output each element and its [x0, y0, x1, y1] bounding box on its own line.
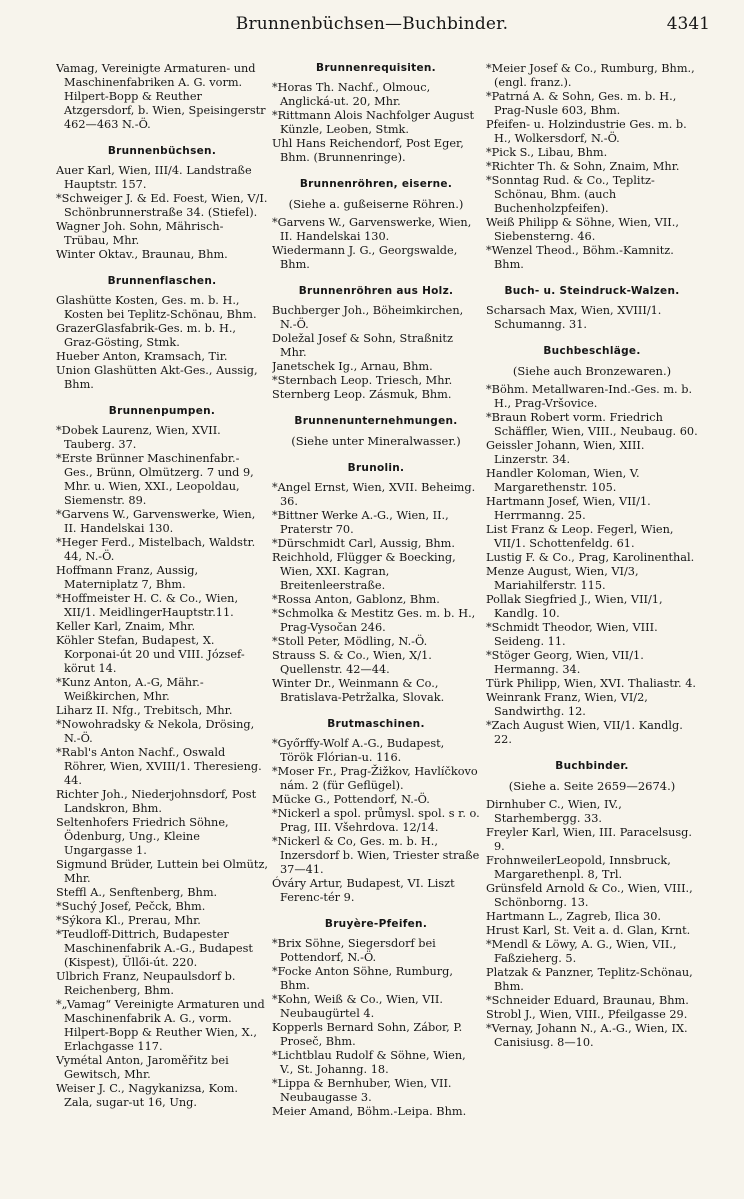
directory-entry: *Schmidt Theodor, Wien, VIII. Seideng. 11. [486, 621, 658, 648]
directory-entry: Winter Oktav., Braunau, Bhm. [56, 248, 228, 261]
directory-entry: *Kunz Anton, A.-G, Mähr.-Weißkirchen, Mhr. [56, 676, 204, 703]
directory-entry: *Rittmann Alois Nachfolger August Künzle, Leoben, Stmk. [272, 109, 475, 136]
directory-entry: Weiser J. C., Nagykanizsa, Kom. Zala, sugar-ut 16, Ung. [56, 1082, 238, 1109]
directory-entry: Auer Karl, Wien, III/4. Landstraße Hauptstr. 157. [56, 164, 252, 191]
directory-section [486, 62, 698, 272]
directory-entry: Kopperls Bernard Sohn, Zábor, P. Proseč, Bhm. [272, 1021, 463, 1048]
directory-entry: *Schweiger J. & Ed. Foest, Wien, V/I. Schönbrunnerstraße 34. (Stiefel). [56, 192, 268, 219]
directory-entry: Weiß Philipp & Söhne, Wien, VII., Siebensterng. 46. [486, 216, 679, 243]
directory-entry: *Brix Söhne, Siegersdorf bei Pottendorf, N.-Ö. [272, 937, 436, 964]
directory-entry: *Zach August Wien, VII/1. Kandlg. 22. [486, 719, 683, 746]
directory-entry: Türk Philipp, Wien, XVI. Thaliastr. 4. [486, 677, 696, 690]
directory-entry: *Vernay, Johann N., A.-G., Wien, IX. Canisiusg. 8—10. [486, 1022, 688, 1049]
section-heading: Brunnenrequisiten. [316, 62, 436, 74]
directory-entry: Strauss S. & Co., Wien, X/1. Quellenstr. 42—44. [272, 649, 432, 676]
directory-entry: *Győrffy-Wolf A.-G., Budapest, Török Flórian-u. 116. [272, 737, 445, 764]
directory-entry: *Wenzel Theod., Böhm.-Kamnitz. Bhm. [486, 244, 674, 271]
directory-entry: *Angel Ernst, Wien, XVII. Beheimg. 36. [272, 481, 476, 508]
section-heading: Buchbeschläge. [543, 345, 641, 357]
directory-entry: Uhl Hans Reichendorf, Post Eger, Bhm. (Brunnenringe). [272, 137, 464, 164]
directory-entry: Doležal Josef & Sohn, Straßnitz Mhr. [272, 332, 453, 359]
directory-entry: Hueber Anton, Kramsach, Tir. [56, 350, 228, 363]
directory-entry: *Nickerl a spol. průmysl. spol. s r. o. Prag, III. Všehrdova. 12/14. [272, 807, 480, 834]
section-heading: Brunnenflaschen. [107, 275, 217, 287]
directory-entry: *Lichtblau Rudolf & Söhne, Wien, V., St. Johanng. 18. [272, 1049, 466, 1076]
directory-entry: FrohnweilerLeopold, Innsbruck, Margarethenpl. 8, Trl. [486, 854, 671, 881]
directory-entry: Köhler Stefan, Budapest, X. Korponai-út 20 und VIII. József-körut 14. [56, 634, 245, 675]
directory-entry: *Stoll Peter, Mödling, N.-Ö. [272, 635, 428, 648]
directory-entry: Vymétal Anton, Jaroměřitz bei Gewitsch, Mhr. [56, 1054, 229, 1081]
directory-entry: Óváry Artur, Budapest, VI. Liszt Ferenc-tér 9. [272, 877, 455, 904]
directory-entry: *Dürschmidt Carl, Aussig, Bhm. [272, 537, 455, 550]
section-heading: Brunnenröhren, eiserne. [299, 178, 453, 190]
column-2 [272, 62, 480, 1192]
directory-entry: Glashütte Kosten, Ges. m. b. H., Kosten bei Teplitz-Schönau, Bhm. [56, 294, 257, 321]
section-heading: Brutmaschinen. [327, 718, 425, 730]
directory-entry: *Rabl's Anton Nachf., Oswald Röhrer, Wien, XVIII/1. Theresieng. 44. [56, 746, 262, 787]
directory-entry: Liharz II. Nfg., Trebitsch, Mhr. [56, 704, 233, 717]
directory-entry: *Meier Josef & Co., Rumburg, Bhm., (engl. franz.). [486, 62, 695, 89]
directory-entry: Hartmann L., Zagreb, Ilica 30. [486, 910, 662, 923]
directory-entry: *Suchý Josef, Pečck, Bhm. [56, 900, 206, 913]
directory-entry: *Pick S., Libau, Bhm. [486, 146, 608, 159]
section-heading: Brunnenpumpen. [108, 405, 216, 417]
section-heading: Buch- u. Steindruck-Walzen. [504, 285, 680, 297]
directory-entry: List Franz & Leop. Fegerl, Wien, VII/1. Schottenfeldg. 61. [486, 523, 674, 550]
directory-entry: Menze August, Wien, VI/3, Mariahilferstr. 115. [486, 565, 639, 592]
directory-entry: Winter Dr., Weinmann & Co., Bratislava-Petržalka, Slovak. [272, 677, 445, 704]
directory-entry: Meier Amand, Böhm.-Leipa. Bhm. [272, 1105, 467, 1118]
directory-entry: Handler Koloman, Wien, V. Margarethenstr. 105. [486, 467, 640, 494]
section-heading: Brunnenunternehmungen. [294, 415, 458, 427]
directory-entry: *Erste Brünner Maschinenfabr.-Ges., Brünn, Olmützerg. 7 und 9, Mhr. u. Wien, XXI., Leopoldau, Siemenstr. 89. [56, 452, 254, 507]
page-title: Brunnenbüchsen—Buchbinder. [235, 14, 509, 34]
directory-entry: *Sýkora Kl., Prerau, Mhr. [56, 914, 201, 927]
directory-entry: *Focke Anton Söhne, Rumburg, Bhm. [272, 965, 453, 992]
directory-entry: *Garvens W., Garvenswerke, Wien, II. Handelskai 130. [272, 216, 472, 243]
section-note: (Siehe a. Seite 2659—2674.) [508, 779, 676, 793]
section-heading: Brunolin. [347, 462, 405, 474]
directory-entry: *Garvens W., Garvenswerke, Wien, II. Handelskai 130. [56, 508, 256, 535]
page-header [0, 14, 744, 44]
directory-entry: Reichhold, Flügger & Boecking, Wien, XXI. Kagran, Breitenleerstraße. [272, 551, 456, 592]
directory-entry: *Kohn, Weiß & Co., Wien, VII. Neubaugürtel 4. [272, 993, 443, 1020]
section-note: (Siehe a. gußeiserne Röhren.) [288, 197, 464, 211]
directory-entry: Steffl A., Senftenberg, Bhm. [56, 886, 218, 899]
directory-entry: Ulbrich Franz, Neupaulsdorf b. Reichenberg, Bhm. [56, 970, 236, 997]
directory-entry: *Rossa Anton, Gablonz, Bhm. [272, 593, 440, 606]
directory-entry: *Heger Ferd., Mistelbach, Waldstr. 44, N.-Ö. [56, 536, 256, 563]
directory-entry: Sternberg Leop. Zásmuk, Bhm. [272, 388, 452, 401]
directory-entry: Scharsach Max, Wien, XVIII/1. Schumanng. 31. [486, 304, 662, 331]
directory-entry: Mücke G., Pottendorf, N.-Ö. [272, 793, 430, 806]
directory-entry: *Braun Robert vorm. Friedrich Schäffler, Wien, VIII., Neubaug. 60. [486, 411, 698, 438]
column-3 [486, 62, 698, 1192]
directory-entry: *Nowohradsky & Nekola, Drösing, N.-Ö. [56, 718, 255, 745]
directory-entry: *Horas Th. Nachf., Olmouc, Anglická-ut. 20, Mhr. [272, 81, 431, 108]
directory-entry: *Dobek Laurenz, Wien, XVII. Tauberg. 37. [56, 424, 221, 451]
directory-entry: Dirnhuber C., Wien, IV., Starhembergg. 33. [486, 798, 622, 825]
directory-section [56, 275, 268, 392]
section-heading: Brunnenbüchsen. [107, 145, 217, 157]
directory-entry: *Bittner Werke A.-G., Wien, II., Praterstr 70. [272, 509, 449, 536]
directory-entry: Sigmund Brüder, Luttein bei Olmütz, Mhr. [56, 858, 268, 885]
section-heading: Bruyère-Pfeifen. [324, 918, 428, 930]
directory-entry: Strobl J., Wien, VIII., Pfeilgasse 29. [486, 1008, 688, 1021]
section-heading: Buchbinder. [555, 760, 629, 772]
directory-entry: *Richter Th. & Sohn, Znaim, Mhr. [486, 160, 680, 173]
directory-entry: Geissler Johann, Wien, XIII. Linzerstr. 34. [486, 439, 645, 466]
directory-entry: Seltenhofers Friedrich Söhne, Ödenburg, Ung., Kleine Ungargasse 1. [56, 816, 229, 857]
directory-section [272, 62, 480, 165]
directory-entry: Grünsfeld Arnold & Co., Wien, VIII., Schönborng. 13. [486, 882, 693, 909]
section-note: (Siehe unter Mineralwasser.) [291, 434, 461, 448]
directory-section [272, 918, 480, 1119]
directory-entry: *Patrná A. & Sohn, Ges. m. b. H., Prag-Nusle 603, Bhm. [486, 90, 677, 117]
directory-entry: Weinrank Franz, Wien, VI/2, Sandwirthg. 12. [486, 691, 648, 718]
directory-section [272, 462, 480, 705]
directory-entry: Wagner Joh. Sohn, Mährisch-Trübau, Mhr. [56, 220, 224, 247]
directory-entry: Union Glashütten Akt-Ges., Aussig, Bhm. [56, 364, 258, 391]
directory-columns [0, 62, 744, 1192]
directory-entry: Platzak & Panzner, Teplitz-Schönau, Bhm. [486, 966, 693, 993]
directory-entry: *Nickerl & Co, Ges. m. b. H., Inzersdorf b. Wien, Triester straße 37—41. [272, 835, 480, 876]
directory-entry: Janetschek Ig., Arnau, Bhm. [272, 360, 433, 373]
directory-entry: Keller Karl, Znaim, Mhr. [56, 620, 196, 633]
directory-entry: Hartmann Josef, Wien, VII/1. Herrmanng. 25. [486, 495, 651, 522]
directory-section [56, 145, 268, 262]
directory-entry: *Moser Fr., Prag-Žižkov, Havlíčkovo nám. 2 (für Geflügel). [272, 765, 478, 792]
directory-section [486, 760, 698, 1050]
directory-entry: GrazerGlasfabrik-Ges. m. b. H., Graz-Gösting, Stmk. [56, 322, 237, 349]
directory-entry: Hoffmann Franz, Aussig, Materniplatz 7, Bhm. [56, 564, 199, 591]
directory-entry: Freyler Karl, Wien, III. Paracelsusg. 9. [486, 826, 692, 853]
directory-entry: *Böhm. Metallwaren-Ind.-Ges. m. b. H., Prag-Vršovice. [486, 383, 693, 410]
section-heading: Brunnenröhren aus Holz. [298, 285, 454, 297]
directory-entry: Wiedermann J. G., Georgswalde, Bhm. [272, 244, 458, 271]
directory-entry: Hrust Karl, St. Veit a. d. Glan, Krnt. [486, 924, 691, 937]
directory-entry: Buchberger Joh., Böheimkirchen, N.-Ö. [272, 304, 464, 331]
directory-section [272, 178, 480, 272]
directory-entry: *„Vamag“ Vereinigte Armaturen und Maschinenfabrik A. G., vorm. Hilpert-Bopp & Reuther Wien, X., Erlachgasse 117. [56, 998, 265, 1053]
directory-entry: *Lippa & Bernhuber, Wien, VII. Neubaugasse 3. [272, 1077, 452, 1104]
directory-entry: *Schmolka & Mestitz Ges. m. b. H., Prag-Vysočan 246. [272, 607, 476, 634]
directory-section [272, 718, 480, 905]
directory-entry: Richter Joh., Niederjohnsdorf, Post Landskron, Bhm. [56, 788, 257, 815]
directory-entry: *Mendl & Löwy, A. G., Wien, VII., Faßzieherg. 5. [486, 938, 677, 965]
directory-section [272, 415, 480, 449]
directory-entry: Pollak Siegfried J., Wien, VII/1, Kandlg. 10. [486, 593, 663, 620]
directory-section [56, 405, 268, 1110]
directory-section [272, 285, 480, 402]
directory-section [486, 345, 698, 747]
directory-entry: Lustig F. & Co., Prag, Karolinenthal. [486, 551, 695, 564]
directory-entry: *Sonntag Rud. & Co., Teplitz-Schönau, Bhm. (auch Buchenholzpfeifen). [486, 174, 655, 215]
directory-entry: *Stöger Georg, Wien, VII/1. Hermanng. 34. [486, 649, 644, 676]
directory-entry: *Hoffmeister H. C. & Co., Wien, XII/1. MeidlingerHauptstr.11. [56, 592, 239, 619]
directory-entry: Vamag, Vereinigte Armaturen- und Maschinenfabriken A. G. vorm. Hilpert-Bopp & Reuther Atzgersdorf, b. Wien, Speisingerstr 462—463 N.-Ö. [56, 62, 266, 131]
directory-entry: *Schneider Eduard, Braunau, Bhm. [486, 994, 689, 1007]
page-number: 4341 [666, 14, 710, 34]
column-1 [56, 62, 268, 1192]
directory-entry: Pfeifen- u. Holzindustrie Ges. m. b. H., Wolkersdorf, N.-Ö. [486, 118, 687, 145]
directory-entry: *Sternbach Leop. Triesch, Mhr. [272, 374, 453, 387]
directory-entry: *Teudloff-Dittrich, Budapester Maschinenfabrik A.-G., Budapest (Kispest), Üllői-út. 220. [56, 928, 253, 969]
directory-section [486, 285, 698, 332]
section-note: (Siehe auch Bronzewaren.) [512, 364, 672, 378]
directory-section [56, 62, 268, 132]
